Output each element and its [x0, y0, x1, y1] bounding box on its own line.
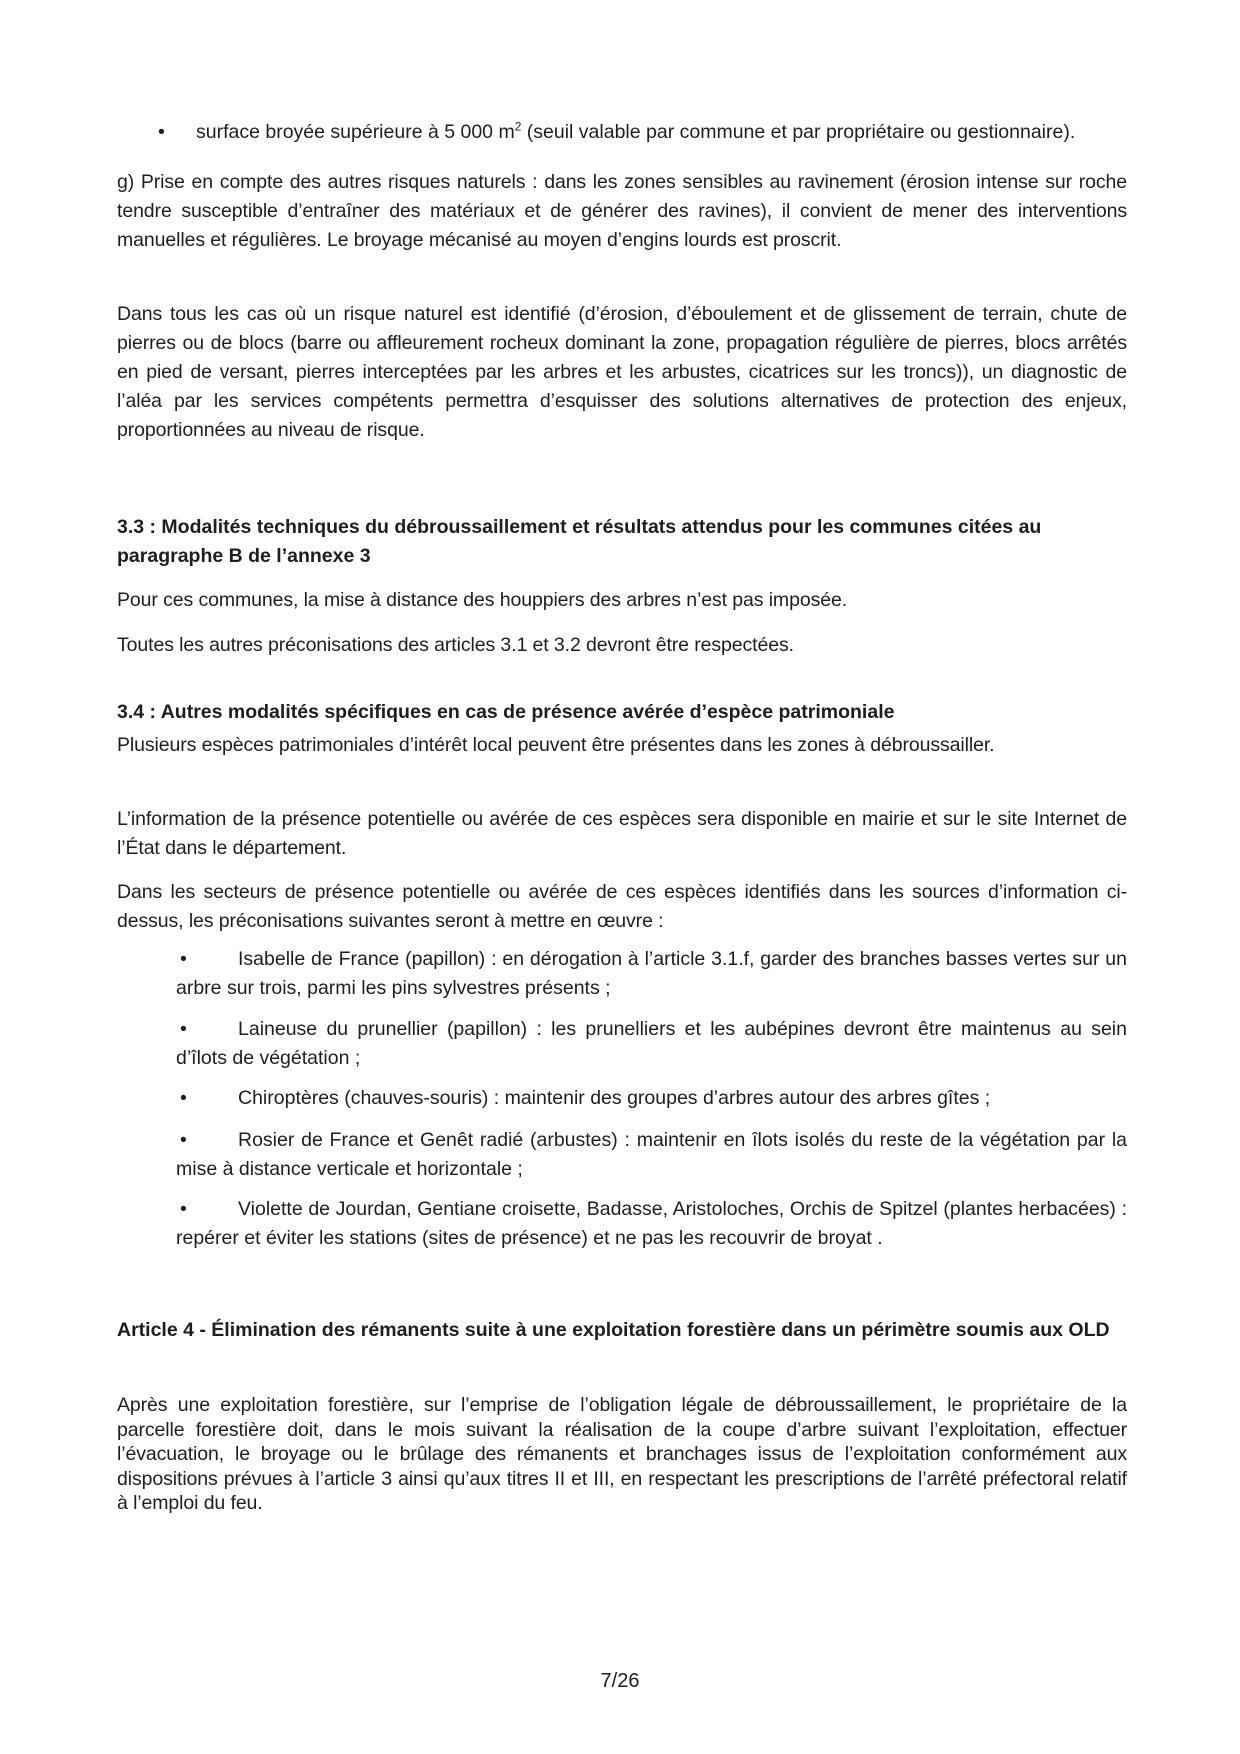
species-text: Rosier de France et Genêt radié (arbustes) : maintenir en îlots isolés du reste de la végétation par la mise à distance verticale et horizontale ; — [176, 1129, 1127, 1180]
bullet-marker: • — [180, 1087, 187, 1109]
species-item — [176, 1126, 1127, 1184]
article-4-heading: Article 4 - Élimination des rémanents suite à une exploitation forestière dans un périmètre soumis aux OLD — [117, 1319, 1110, 1341]
surface-text: surface broyée supérieure à 5 000 m — [196, 121, 515, 143]
section-3-4-paragraph-1: Plusieurs espèces patrimoniales d’intérêt local peuvent être présentes dans les zones à débroussailler. — [117, 734, 995, 756]
bullet-marker: • — [180, 1198, 187, 1220]
species-item — [176, 1195, 1127, 1253]
bullet-marker: • — [180, 948, 187, 970]
surface-text-continued: (seuil valable par commune et par propriétaire ou gestionnaire). — [521, 121, 1076, 143]
section-3-4-heading: 3.4 : Autres modalités spécifiques en cas de présence avérée d’espèce patrimoniale — [117, 701, 895, 723]
species-item — [176, 1084, 1127, 1113]
bullet-marker: • — [180, 1018, 187, 1040]
paragraph-g-natural-risks: g) Prise en compte des autres risques naturels : dans les zones sensibles au ravinement (érosion intense sur roche tendre susceptible d’entraîner des matériaux et de générer des ravines), il convient de mener des interventions manuelles et régulières. Le broyage mécanisé au moyen d’engins lourds est proscrit. — [117, 171, 1127, 251]
section-3-3-heading: 3.3 : Modalités techniques du débroussaillement et résultats attendus pour les communes citées au paragraphe B de l’annexe 3 — [117, 516, 1042, 567]
section-3-4-paragraph-3: Dans les secteurs de présence potentielle ou avérée de ces espèces identifiés dans les sources d’information ci-dessus, les préconisations suivantes seront à mettre en œuvre : — [117, 881, 1127, 932]
species-text: Chiroptères (chauves-souris) : maintenir des groupes d’arbres autour des arbres gîtes ; — [238, 1087, 991, 1109]
section-3-3-paragraph-2: Toutes les autres préconisations des articles 3.1 et 3.2 devront être respectées. — [117, 634, 794, 656]
species-text: Laineuse du prunellier (papillon) : les prunelliers et les aubépines devront être maintenus au sein d’îlots de végétation ; — [176, 1018, 1127, 1069]
species-item — [176, 1015, 1127, 1073]
paragraph-natural-risk-diagnostic: Dans tous les cas où un risque naturel est identifié (d’érosion, d’éboulement et de glissement de terrain, chute de pierres ou de blocs (barre ou affleurement rocheux dominant la zone, propagation régulière de pierres, blocs arrêtés en pied de versant, pierres interceptées par les arbres et les arbustes, cicatrices sur les troncs)), un diagnostic de l’aléa par les services compétents permettra d’esquisser des solutions alternatives de protection des enjeux, proportionnées au niveau de risque. — [117, 303, 1127, 441]
surface-threshold-item — [196, 118, 1127, 147]
section-3-4-paragraph-2: L’information de la présence potentielle ou avérée de ces espèces sera disponible en mairie et sur le site Internet de l’État dans le département. — [117, 808, 1127, 859]
species-text: Isabelle de France (papillon) : en dérogation à l’article 3.1.f, garder des branches basses vertes sur un arbre sur trois, parmi les pins sylvestres présents ; — [176, 948, 1127, 999]
section-3-3-paragraph-1: Pour ces communes, la mise à distance des houppiers des arbres n’est pas imposée. — [117, 589, 848, 611]
article-4-paragraph: Après une exploitation forestière, sur l’emprise de l’obligation légale de débroussaillement, le propriétaire de la parcelle forestière doit, dans le mois suivant la réalisation de la coupe d’arbre suivant l’exploitation, effectuer l’évacuation, le broyage ou le brûlage des rémanents et branchages issus de l’exploitation conformément aux dispositions prévues à l’article 3 ainsi qu’aux titres II et III, en respectant les prescriptions de l’arrêté préfectoral relatif à l’emploi du feu. — [117, 1394, 1127, 1514]
species-text: Violette de Jourdan, Gentiane croisette, Badasse, Aristoloches, Orchis de Spitzel (plantes herbacées) : repérer et éviter les stations (sites de présence) et ne pas les recouvrir de broyat . — [176, 1198, 1127, 1249]
species-item — [176, 945, 1127, 1003]
bullet-marker: • — [180, 1129, 187, 1151]
superscript: 2 — [514, 119, 522, 134]
bullet-marker: • — [158, 121, 165, 143]
page-number: 7/26 — [600, 1670, 640, 1692]
